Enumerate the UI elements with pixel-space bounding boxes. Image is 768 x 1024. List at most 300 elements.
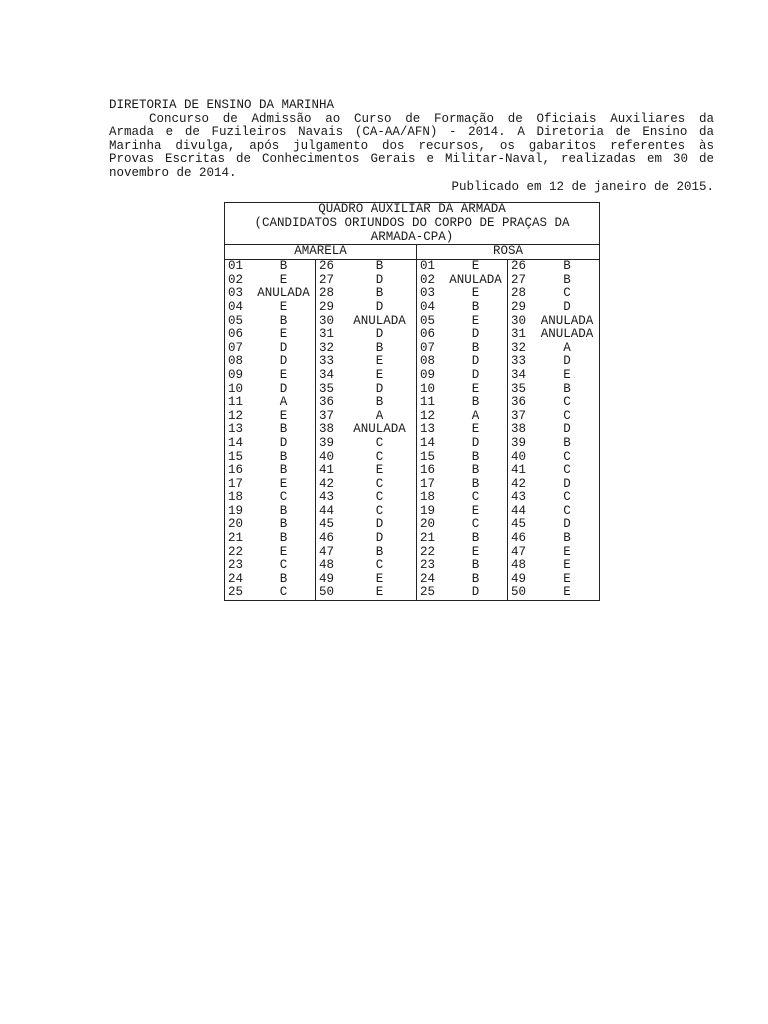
question-number: 23 xyxy=(228,558,244,573)
answer-row xyxy=(417,586,507,600)
answer-row xyxy=(225,491,315,505)
group-header-amarela: AMARELA xyxy=(225,245,417,259)
question-number: 01 xyxy=(420,259,436,274)
answer-row xyxy=(417,355,507,369)
answer-row xyxy=(225,532,315,546)
question-number: 15 xyxy=(420,449,436,464)
answer-row xyxy=(316,451,416,465)
question-number: 30 xyxy=(511,313,527,328)
question-number: 38 xyxy=(319,422,335,437)
question-number: 03 xyxy=(228,286,244,301)
answer-row xyxy=(316,396,416,410)
answer-value: D xyxy=(563,299,571,314)
body-line: Armada e de Fuzileiros Navais (CA-AA/AFN) - 2014. A Diretoria de Ensino da xyxy=(109,125,714,140)
question-number: 11 xyxy=(420,395,436,410)
answer-row xyxy=(417,491,507,505)
answer-column xyxy=(508,260,599,600)
answer-row xyxy=(417,274,507,288)
question-number: 21 xyxy=(420,531,436,546)
question-number: 41 xyxy=(319,463,335,478)
answer-row xyxy=(225,301,315,315)
table-title-line: QUADRO AUXILIAR DA ARMADA xyxy=(318,202,506,216)
question-number: 07 xyxy=(420,340,436,355)
answer-value: B xyxy=(375,395,384,410)
answer-value: B xyxy=(279,449,288,464)
answer-value: B xyxy=(279,531,288,546)
question-number: 12 xyxy=(228,408,244,423)
answer-value: C xyxy=(563,449,571,464)
question-number: 46 xyxy=(319,531,335,546)
answer-value: C xyxy=(563,490,571,505)
answer-row xyxy=(417,478,507,492)
question-number: 12 xyxy=(420,408,436,423)
answer-key-table xyxy=(224,202,600,601)
answer-row xyxy=(417,396,507,410)
question-number: 33 xyxy=(319,354,335,369)
body-line: Provas Escritas de Conhecimentos Gerais e Militar-Naval, realizadas em 30 de xyxy=(109,152,714,167)
question-number: 47 xyxy=(319,544,335,559)
answer-row xyxy=(508,573,599,587)
answer-value: B xyxy=(279,503,288,518)
answer-value: E xyxy=(375,571,384,586)
answer-value: B xyxy=(279,517,288,532)
answer-row xyxy=(417,369,507,383)
answer-value: C xyxy=(563,463,571,478)
question-number: 45 xyxy=(511,517,527,532)
table-title xyxy=(225,203,599,244)
group-header-rosa: ROSA xyxy=(492,244,523,259)
question-number: 20 xyxy=(228,517,244,532)
question-number: 29 xyxy=(319,299,335,314)
answer-value: D xyxy=(375,327,384,342)
answer-row xyxy=(508,301,599,315)
question-number: 39 xyxy=(511,435,527,450)
answer-row xyxy=(316,559,416,573)
answer-row xyxy=(316,383,416,397)
answer-row xyxy=(225,274,315,288)
answer-value: E xyxy=(279,408,288,423)
answer-row xyxy=(225,478,315,492)
question-number: 02 xyxy=(420,272,436,287)
answer-row xyxy=(508,355,599,369)
answer-row xyxy=(316,491,416,505)
question-number: 39 xyxy=(319,435,335,450)
answer-row xyxy=(417,573,507,587)
question-number: 17 xyxy=(228,476,244,491)
answer-row xyxy=(508,342,599,356)
answer-value: D xyxy=(375,272,384,287)
answer-value: C xyxy=(471,490,480,505)
question-number: 04 xyxy=(228,299,244,314)
answer-row xyxy=(316,478,416,492)
answer-row xyxy=(417,532,507,546)
answer-row xyxy=(417,383,507,397)
answer-value: B xyxy=(471,299,480,314)
question-number: 50 xyxy=(319,585,335,600)
answer-row xyxy=(417,437,507,451)
question-number: 32 xyxy=(511,340,527,355)
answer-value: E xyxy=(279,476,288,491)
question-number: 09 xyxy=(228,367,244,382)
answer-value: ANULADA xyxy=(540,313,594,328)
answer-row xyxy=(417,546,507,560)
question-number: 48 xyxy=(319,558,335,573)
answer-row xyxy=(316,260,416,274)
question-number: 20 xyxy=(420,517,436,532)
question-number: 34 xyxy=(511,367,527,382)
answer-row xyxy=(225,369,315,383)
answer-value: D xyxy=(375,299,384,314)
answer-row xyxy=(316,505,416,519)
answer-value: D xyxy=(471,435,480,450)
group-header-row xyxy=(225,244,599,260)
answer-value: B xyxy=(375,340,384,355)
question-number: 06 xyxy=(228,327,244,342)
issuer-heading: DIRETORIA DE ENSINO DA MARINHA xyxy=(109,98,335,112)
question-number: 42 xyxy=(319,476,335,491)
answer-value: E xyxy=(279,299,288,314)
question-number: 37 xyxy=(319,408,335,423)
answer-row xyxy=(225,355,315,369)
answer-row xyxy=(508,464,599,478)
answer-value: D xyxy=(563,422,571,437)
answer-value: E xyxy=(563,367,571,382)
question-number: 28 xyxy=(319,286,335,301)
question-number: 19 xyxy=(420,503,436,518)
announcement-text xyxy=(109,99,714,194)
answer-row xyxy=(225,396,315,410)
answer-value: D xyxy=(563,476,571,491)
question-number: 19 xyxy=(228,503,244,518)
table-title-line: (CANDIDATOS ORIUNDOS DO CORPO DE PRAÇAS DA xyxy=(254,215,570,230)
question-number: 06 xyxy=(420,327,436,342)
answer-value: E xyxy=(471,259,480,274)
answer-row xyxy=(316,315,416,329)
answer-value: C xyxy=(375,449,384,464)
answer-row xyxy=(225,260,315,274)
answer-value: ANULADA xyxy=(257,286,310,301)
answer-row xyxy=(225,573,315,587)
answer-value: B xyxy=(563,259,571,274)
answer-value: A xyxy=(563,340,571,355)
question-number: 05 xyxy=(228,313,244,328)
answer-value: C xyxy=(375,503,384,518)
body-line: novembro de 2014. xyxy=(109,165,237,180)
question-number: 22 xyxy=(228,544,244,559)
answer-value: A xyxy=(471,408,480,423)
answer-row xyxy=(508,586,599,600)
question-number: 49 xyxy=(319,571,335,586)
question-number: 13 xyxy=(228,422,244,437)
answer-value: B xyxy=(471,463,480,478)
answer-value: C xyxy=(279,490,288,505)
question-number: 17 xyxy=(420,476,436,491)
answer-row xyxy=(316,274,416,288)
answer-value: B xyxy=(375,259,384,274)
question-number: 29 xyxy=(511,299,527,314)
answer-row xyxy=(508,437,599,451)
answer-value: D xyxy=(375,517,384,532)
answer-value: A xyxy=(375,408,384,423)
answer-value: A xyxy=(279,395,288,410)
question-number: 05 xyxy=(420,313,436,328)
answer-value: B xyxy=(471,558,480,573)
answer-row xyxy=(508,287,599,301)
answer-row xyxy=(417,301,507,315)
answer-row xyxy=(225,451,315,465)
body-line: Marinha divulga, após julgamento dos recursos, os gabaritos referentes às xyxy=(109,138,714,153)
answer-value: D xyxy=(279,354,288,369)
question-number: 36 xyxy=(511,395,527,410)
question-number: 36 xyxy=(319,395,335,410)
answer-row xyxy=(508,451,599,465)
question-number: 03 xyxy=(420,286,436,301)
question-number: 15 xyxy=(228,449,244,464)
answer-value: E xyxy=(375,585,384,600)
answer-row xyxy=(225,559,315,573)
question-number: 09 xyxy=(420,367,436,382)
answer-value: E xyxy=(563,544,571,559)
answer-row xyxy=(316,410,416,424)
question-number: 28 xyxy=(511,286,527,301)
answer-value: B xyxy=(471,531,480,546)
answer-value: ANULADA xyxy=(353,313,406,328)
answer-value: E xyxy=(471,544,480,559)
answer-row xyxy=(225,437,315,451)
answer-value: E xyxy=(471,286,480,301)
answer-row xyxy=(417,559,507,573)
answer-value: E xyxy=(375,463,384,478)
answer-row xyxy=(316,464,416,478)
answer-value: C xyxy=(279,585,288,600)
question-number: 24 xyxy=(420,571,436,586)
answer-row xyxy=(316,369,416,383)
question-number: 18 xyxy=(420,490,436,505)
question-number: 45 xyxy=(319,517,335,532)
answer-column xyxy=(316,260,417,600)
answer-value: B xyxy=(471,449,480,464)
question-number: 50 xyxy=(511,585,527,600)
question-number: 27 xyxy=(511,272,527,287)
question-number: 32 xyxy=(319,340,335,355)
answer-row xyxy=(508,559,599,573)
answer-row xyxy=(225,342,315,356)
answer-value: B xyxy=(471,476,480,491)
answer-row xyxy=(225,586,315,600)
question-number: 35 xyxy=(511,381,527,396)
answer-value: E xyxy=(471,313,480,328)
answer-row xyxy=(508,328,599,342)
answer-row xyxy=(417,505,507,519)
answer-value: C xyxy=(279,558,288,573)
question-number: 48 xyxy=(511,558,527,573)
question-number: 08 xyxy=(420,354,436,369)
answer-value: D xyxy=(471,327,480,342)
answer-row xyxy=(417,260,507,274)
answer-row xyxy=(316,342,416,356)
answer-columns xyxy=(225,260,599,600)
answer-row xyxy=(417,287,507,301)
answer-value: D xyxy=(279,435,288,450)
question-number: 35 xyxy=(319,381,335,396)
answer-value: C xyxy=(375,476,384,491)
question-number: 24 xyxy=(228,571,244,586)
answer-row xyxy=(225,410,315,424)
answer-value: E xyxy=(279,327,288,342)
answer-value: B xyxy=(375,544,384,559)
answer-value: E xyxy=(471,381,480,396)
answer-row xyxy=(225,383,315,397)
answer-row xyxy=(417,518,507,532)
answer-value: B xyxy=(563,435,571,450)
answer-value: E xyxy=(563,571,571,586)
answer-row xyxy=(508,546,599,560)
question-number: 46 xyxy=(511,531,527,546)
question-number: 41 xyxy=(511,463,527,478)
question-number: 34 xyxy=(319,367,335,382)
question-number: 44 xyxy=(511,503,527,518)
answer-row xyxy=(508,396,599,410)
answer-row xyxy=(417,328,507,342)
answer-value: B xyxy=(279,313,288,328)
answer-value: D xyxy=(375,381,384,396)
answer-row xyxy=(417,410,507,424)
answer-row xyxy=(225,464,315,478)
answer-row xyxy=(508,532,599,546)
answer-row xyxy=(508,383,599,397)
question-number: 47 xyxy=(511,544,527,559)
answer-row xyxy=(316,355,416,369)
answer-row xyxy=(316,573,416,587)
question-number: 18 xyxy=(228,490,244,505)
question-number: 43 xyxy=(319,490,335,505)
answer-value: B xyxy=(563,531,571,546)
answer-row xyxy=(417,315,507,329)
answer-value: D xyxy=(279,340,288,355)
answer-value: D xyxy=(471,354,480,369)
answer-row xyxy=(417,423,507,437)
answer-value: B xyxy=(471,395,480,410)
answer-column xyxy=(225,260,316,600)
answer-value: D xyxy=(563,517,571,532)
answer-value: D xyxy=(279,381,288,396)
question-number: 40 xyxy=(511,449,527,464)
answer-row xyxy=(508,505,599,519)
answer-value: D xyxy=(471,585,480,600)
answer-row xyxy=(316,546,416,560)
answer-row xyxy=(316,287,416,301)
question-number: 26 xyxy=(319,259,335,274)
answer-value: C xyxy=(375,490,384,505)
answer-row xyxy=(316,532,416,546)
answer-row xyxy=(316,586,416,600)
body-line: Concurso de Admissão ao Curso de Formação de Oficiais Auxiliares da xyxy=(149,111,714,126)
answer-row xyxy=(508,518,599,532)
question-number: 31 xyxy=(319,327,335,342)
answer-value: B xyxy=(471,571,480,586)
question-number: 04 xyxy=(420,299,436,314)
question-number: 25 xyxy=(420,585,436,600)
question-number: 23 xyxy=(420,558,436,573)
question-number: 10 xyxy=(420,381,436,396)
answer-row xyxy=(225,505,315,519)
question-number: 30 xyxy=(319,313,335,328)
question-number: 42 xyxy=(511,476,527,491)
answer-value: E xyxy=(375,367,384,382)
question-number: 25 xyxy=(228,585,244,600)
question-number: 14 xyxy=(420,435,436,450)
question-number: 38 xyxy=(511,422,527,437)
answer-value: E xyxy=(279,544,288,559)
answer-row xyxy=(316,423,416,437)
answer-value: B xyxy=(563,272,571,287)
answer-value: D xyxy=(471,367,480,382)
question-number: 26 xyxy=(511,259,527,274)
answer-row xyxy=(316,437,416,451)
answer-row xyxy=(508,260,599,274)
answer-row xyxy=(316,518,416,532)
answer-value: B xyxy=(375,286,384,301)
answer-row xyxy=(417,342,507,356)
answer-row xyxy=(316,301,416,315)
answer-value: E xyxy=(279,272,288,287)
answer-row xyxy=(508,410,599,424)
answer-value: B xyxy=(279,571,288,586)
answer-value: B xyxy=(279,259,288,274)
answer-value: ANULADA xyxy=(449,272,502,287)
question-number: 27 xyxy=(319,272,335,287)
answer-row xyxy=(225,423,315,437)
answer-row xyxy=(508,274,599,288)
question-number: 02 xyxy=(228,272,244,287)
question-number: 16 xyxy=(420,463,436,478)
answer-value: C xyxy=(563,503,571,518)
question-number: 49 xyxy=(511,571,527,586)
answer-value: C xyxy=(563,408,571,423)
answer-value: C xyxy=(471,517,480,532)
answer-value: B xyxy=(563,381,571,396)
question-number: 40 xyxy=(319,449,335,464)
answer-value: D xyxy=(563,354,571,369)
question-number: 10 xyxy=(228,381,244,396)
answer-row xyxy=(316,328,416,342)
answer-row xyxy=(508,315,599,329)
question-number: 21 xyxy=(228,531,244,546)
answer-value: D xyxy=(375,531,384,546)
answer-row xyxy=(225,328,315,342)
question-number: 37 xyxy=(511,408,527,423)
answer-value: E xyxy=(563,558,571,573)
answer-row xyxy=(225,546,315,560)
answer-row xyxy=(508,423,599,437)
answer-value: E xyxy=(471,503,480,518)
answer-row xyxy=(508,491,599,505)
answer-value: E xyxy=(563,585,571,600)
question-number: 11 xyxy=(228,395,244,410)
answer-row xyxy=(225,518,315,532)
publication-date: Publicado em 12 de janeiro de 2015. xyxy=(451,179,714,194)
answer-value: C xyxy=(375,435,384,450)
answer-value: B xyxy=(279,463,288,478)
question-number: 43 xyxy=(511,490,527,505)
question-number: 16 xyxy=(228,463,244,478)
answer-value: E xyxy=(471,422,480,437)
answer-value: B xyxy=(471,340,480,355)
answer-value: ANULADA xyxy=(540,327,594,342)
answer-column xyxy=(417,260,508,600)
question-number: 22 xyxy=(420,544,436,559)
question-number: 31 xyxy=(511,327,527,342)
